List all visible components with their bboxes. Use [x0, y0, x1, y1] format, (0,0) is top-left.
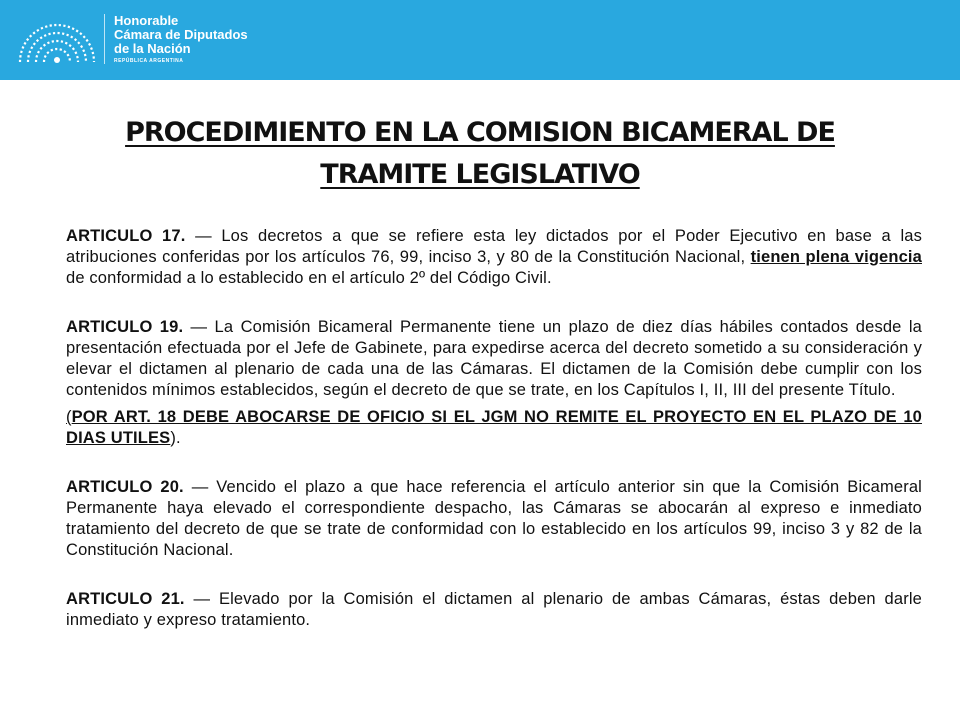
note-article-18: [66, 407, 922, 449]
article-19-text: — La Comisión Bicameral Permanente tiene un plazo de diez días hábiles contados desde la presentación efectuada por el Jefe de Gabinete, para expedirse acerca del decreto sometido a su consideración y elevar el dictamen al plenario de cada una de las Cámaras. El dictamen de la Comisión debe cumplir con los contenidos mínimos establecidos, según el decreto de que se trate, en los Capítulos I, II, III del presente Título.: [66, 318, 922, 399]
org-name: [114, 14, 248, 64]
org-line-4: REPÚBLICA ARGENTINA: [114, 58, 184, 64]
note-text: POR ART. 18 DEBE ABOCARSE DE OFICIO SI EL JGM NO REMITE EL PROYECTO EN EL PLAZO DE 10 DIAS UTILES: [66, 408, 922, 447]
article-19-label: ARTICULO 19.: [66, 318, 184, 336]
article-17-text-1: — Los decretos a que se refiere esta ley dictados por el Poder Ejecutivo en base a las atribuciones conferidas por los artículos 76, 99, inciso 3, y 80 de la Constitución Nacional,: [66, 227, 922, 266]
article-17-highlight: tienen plena vigencia: [750, 248, 922, 266]
article-20: [66, 477, 922, 561]
article-17-text-2: de conformidad a lo establecido en el artículo 2º del Código Civil.: [66, 269, 552, 287]
note-close: ).: [170, 429, 181, 447]
title-line-2: TRAMITE LEGISLATIVO: [320, 159, 640, 190]
article-20-text: — Vencido el plazo a que hace referencia el artículo anterior sin que la Comisión Bicameral Permanente haya elevado el correspondiente despacho, las Cámaras se abocarán al expreso e inmediato tratamiento del decreto de que se trate de conformidad con lo establecido en los artículos 99, inciso 3 y 82 de la Constitución Nacional.: [66, 478, 922, 559]
article-21: [66, 589, 922, 631]
header-bar: [0, 0, 960, 80]
article-21-label: ARTICULO 21.: [66, 590, 185, 608]
org-line-3: de la Nación: [114, 41, 191, 56]
logo-divider: [104, 14, 105, 64]
article-20-label: ARTICULO 20.: [66, 478, 184, 496]
note-open: (: [66, 408, 72, 426]
org-line-1: Honorable: [114, 13, 179, 28]
title-line-1: PROCEDIMIENTO EN LA COMISION BICAMERAL DE: [125, 117, 835, 148]
article-17: [66, 226, 922, 289]
article-19: [66, 317, 922, 401]
article-21-text: — Elevado por la Comisión el dictamen al plenario de ambas Cámaras, éstas deben darle inmediato y expreso tratamiento.: [66, 590, 922, 629]
page-title: [60, 112, 900, 196]
document-body: [66, 226, 922, 631]
article-17-label: ARTICULO 17.: [66, 227, 186, 245]
congress-dome-logo-icon: [14, 10, 100, 68]
org-line-2: Cámara de Diputados: [114, 27, 248, 42]
